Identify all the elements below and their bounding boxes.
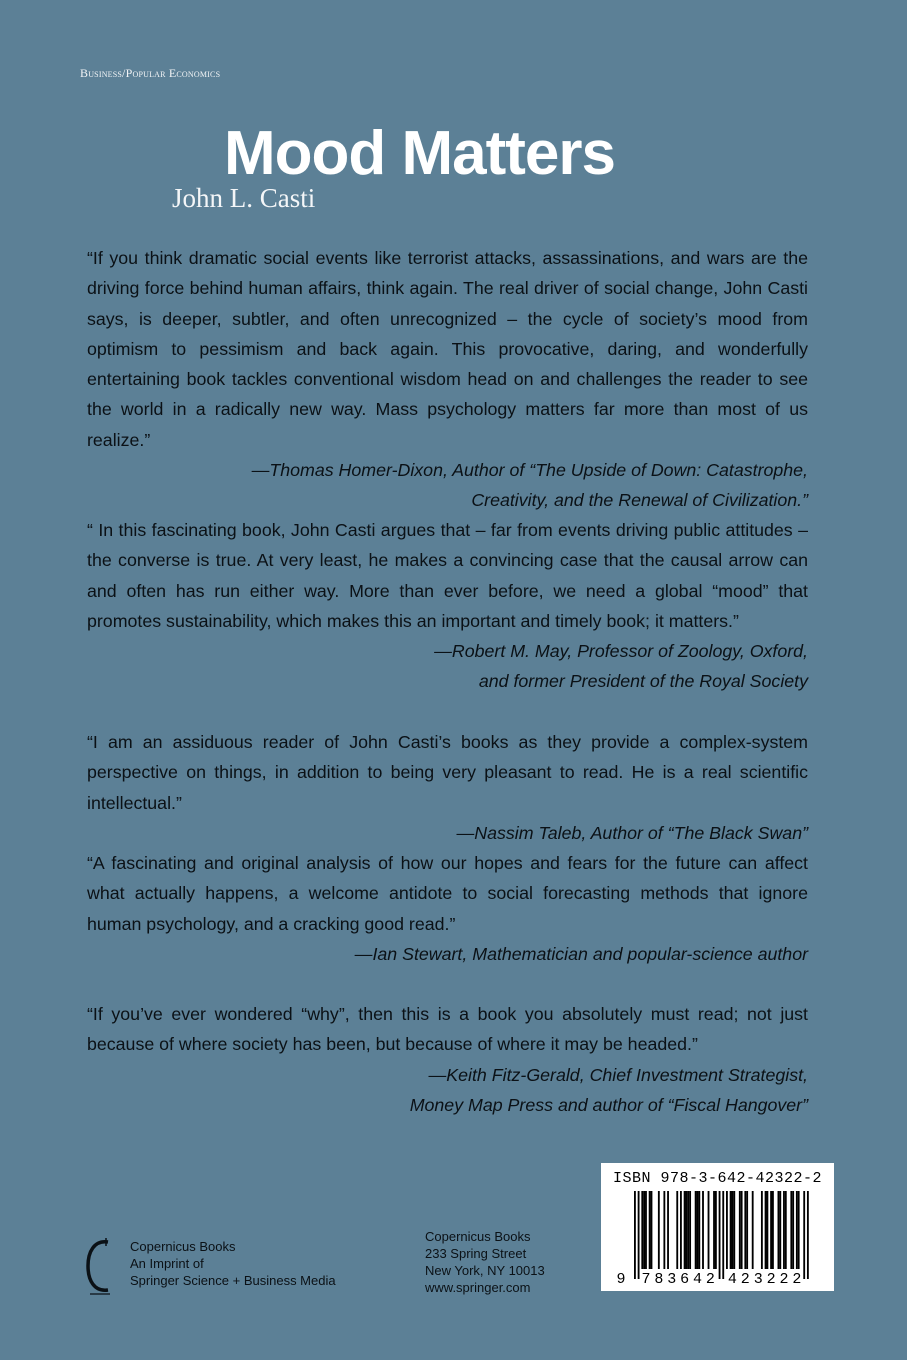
- barcode-bar: [651, 1191, 653, 1269]
- barcode-digit: 4: [692, 1271, 702, 1288]
- review-quote: [87, 727, 808, 848]
- barcode-bar: [790, 1191, 792, 1269]
- copernicus-logo-icon: [84, 1234, 112, 1298]
- review-quote: [87, 515, 808, 697]
- barcode-bar: [783, 1191, 785, 1269]
- barcode-bar: [676, 1191, 678, 1269]
- barcode-bar: [689, 1191, 691, 1269]
- barcode-bar: [741, 1191, 743, 1269]
- isbn-barcode: [601, 1163, 834, 1291]
- barcode-bar: [761, 1191, 763, 1269]
- quote-attribution: Money Map Press and author of “Fiscal Hangover”: [409, 1094, 808, 1115]
- quote-attribution: —Keith Fitz-Gerald, Chief Investment Strategist,: [428, 1064, 808, 1085]
- barcode-bar: [785, 1191, 787, 1269]
- barcode-bar: [663, 1191, 665, 1269]
- barcode-bar: [796, 1191, 798, 1269]
- barcode-bar: [713, 1191, 715, 1269]
- quote-text: “I am an assiduous reader of John Casti’s books as they provide a complex-system perspective on things, in addition to being very pleasant to read. He is a real scientific intellectual.”: [87, 732, 808, 813]
- barcode-bar: [715, 1191, 717, 1269]
- review-quote: [87, 999, 808, 1120]
- quote-text: “A fascinating and original analysis of how our hopes and fears for the future can affect what actually happens, a welcome antidote to social forecasting methods that ignore human psychology, and a cracking good read.”: [87, 853, 808, 934]
- imprint-line: Copernicus Books: [130, 1239, 236, 1254]
- barcode-bar: [687, 1191, 689, 1269]
- barcode-bar: [779, 1191, 781, 1269]
- barcode-bar: [697, 1191, 699, 1269]
- book-author: John L. Casti: [172, 183, 316, 213]
- barcode-digit: 2: [779, 1271, 789, 1288]
- barcode-bar: [772, 1191, 774, 1269]
- address-line: Copernicus Books: [425, 1229, 531, 1244]
- barcode-digit: 2: [705, 1271, 715, 1288]
- barcode-bar: [778, 1191, 780, 1269]
- barcode-bar: [680, 1191, 682, 1269]
- barcode-digit: 6: [680, 1271, 690, 1288]
- barcode-bar: [634, 1191, 636, 1279]
- barcode-bar: [730, 1191, 732, 1269]
- barcode-digit: 7: [641, 1271, 651, 1288]
- barcode-digit: 4: [727, 1271, 737, 1288]
- barcode-bar: [746, 1191, 748, 1269]
- barcode-bar: [638, 1191, 640, 1279]
- isbn-label: ISBN 978-3-642-42322-2: [613, 1170, 823, 1187]
- book-title: Mood Matters: [224, 119, 615, 188]
- barcode-bar: [733, 1191, 735, 1269]
- barcode-digit: 9: [616, 1271, 626, 1288]
- barcode-bar: [807, 1191, 809, 1279]
- imprint-line: Springer Science + Business Media: [130, 1273, 336, 1288]
- review-quote: [87, 243, 808, 516]
- barcode-bar: [695, 1191, 697, 1269]
- barcode-bar: [798, 1191, 800, 1269]
- barcode-bar: [732, 1191, 734, 1269]
- category-label: Business/Popular Economics: [80, 66, 221, 80]
- barcode-bar: [792, 1191, 794, 1269]
- barcode-digit: 2: [740, 1271, 750, 1288]
- barcode-digit: 3: [667, 1271, 677, 1288]
- quote-attribution: —Thomas Homer-Dixon, Author of “The Upside of Down: Catastrophe,: [251, 460, 808, 481]
- barcode-bar: [766, 1191, 768, 1269]
- quote-attribution: Creativity, and the Renewal of Civilization.”: [471, 490, 808, 511]
- barcode-digit: 2: [792, 1271, 802, 1288]
- imprint-line: An Imprint of: [130, 1256, 204, 1271]
- barcode-bar: [645, 1191, 647, 1269]
- barcode-bar: [803, 1191, 805, 1279]
- barcode-bar: [719, 1191, 721, 1279]
- quote-text: “ In this fascinating book, John Casti argues that – far from events driving public attitudes – the converse is true. At very least, he makes a convincing case that the causal arrow can and often has run either way. More than ever before, we need a global “mood” that promotes sustainability, which makes this an important and timely book; it matters.”: [87, 520, 808, 631]
- quote-text: “If you think dramatic social events like terrorist attacks, assassinations, and wars are the driving force behind human affairs, think again. The real driver of social change, John Casti says, is deeper, subtler, and often unrecognized – the cycle of society’s mood from optimism to pessimism and back again. This provocative, daring, and wonderfully entertaining book tackles conventional wisdom head on and challenges the reader to see the world in a radically new way. Mass psychology matters far more than most of us realize.”: [87, 248, 808, 450]
- barcode-bar: [722, 1191, 724, 1279]
- barcode-bar: [739, 1191, 741, 1269]
- publisher-imprint: [130, 1238, 336, 1289]
- barcode-bar: [698, 1191, 700, 1269]
- address-line: 233 Spring Street: [425, 1246, 527, 1261]
- barcode-bar: [770, 1191, 772, 1269]
- quote-attribution: —Nassim Taleb, Author of “The Black Swan”: [456, 822, 808, 843]
- quote-attribution: —Robert M. May, Professor of Zoology, Oxford,: [434, 641, 808, 662]
- barcode-bar: [667, 1191, 669, 1269]
- quote-text: “If you’ve ever wondered “why”, then this is a book you absolutely must read; not just because of where society has been, but because of where it may be headed.”: [87, 1004, 808, 1055]
- barcode-bar: [686, 1191, 688, 1269]
- barcode-bar: [702, 1191, 704, 1269]
- barcode-bar: [765, 1191, 767, 1269]
- barcode-bar: [752, 1191, 754, 1269]
- barcode-bar: [684, 1191, 686, 1269]
- barcode-bar: [726, 1191, 728, 1269]
- quote-attribution: and former President of the Royal Society: [478, 671, 808, 692]
- review-quote: [87, 848, 808, 969]
- barcode-digit: 8: [654, 1271, 664, 1288]
- barcode-digit: 2: [766, 1271, 776, 1288]
- address-line: www.springer.com: [425, 1280, 531, 1295]
- publisher-address: [425, 1228, 545, 1296]
- barcode-bar: [643, 1191, 645, 1269]
- barcode-bar: [649, 1191, 651, 1269]
- barcode-bars: [601, 1163, 834, 1291]
- barcode-bar: [641, 1191, 643, 1269]
- barcode-bar: [744, 1191, 746, 1269]
- barcode-bar: [708, 1191, 710, 1269]
- address-line: New York, NY 10013: [425, 1263, 545, 1278]
- barcode-digit: 3: [753, 1271, 763, 1288]
- barcode-bar: [658, 1191, 660, 1269]
- quote-attribution: —Ian Stewart, Mathematician and popular-science author: [354, 943, 808, 964]
